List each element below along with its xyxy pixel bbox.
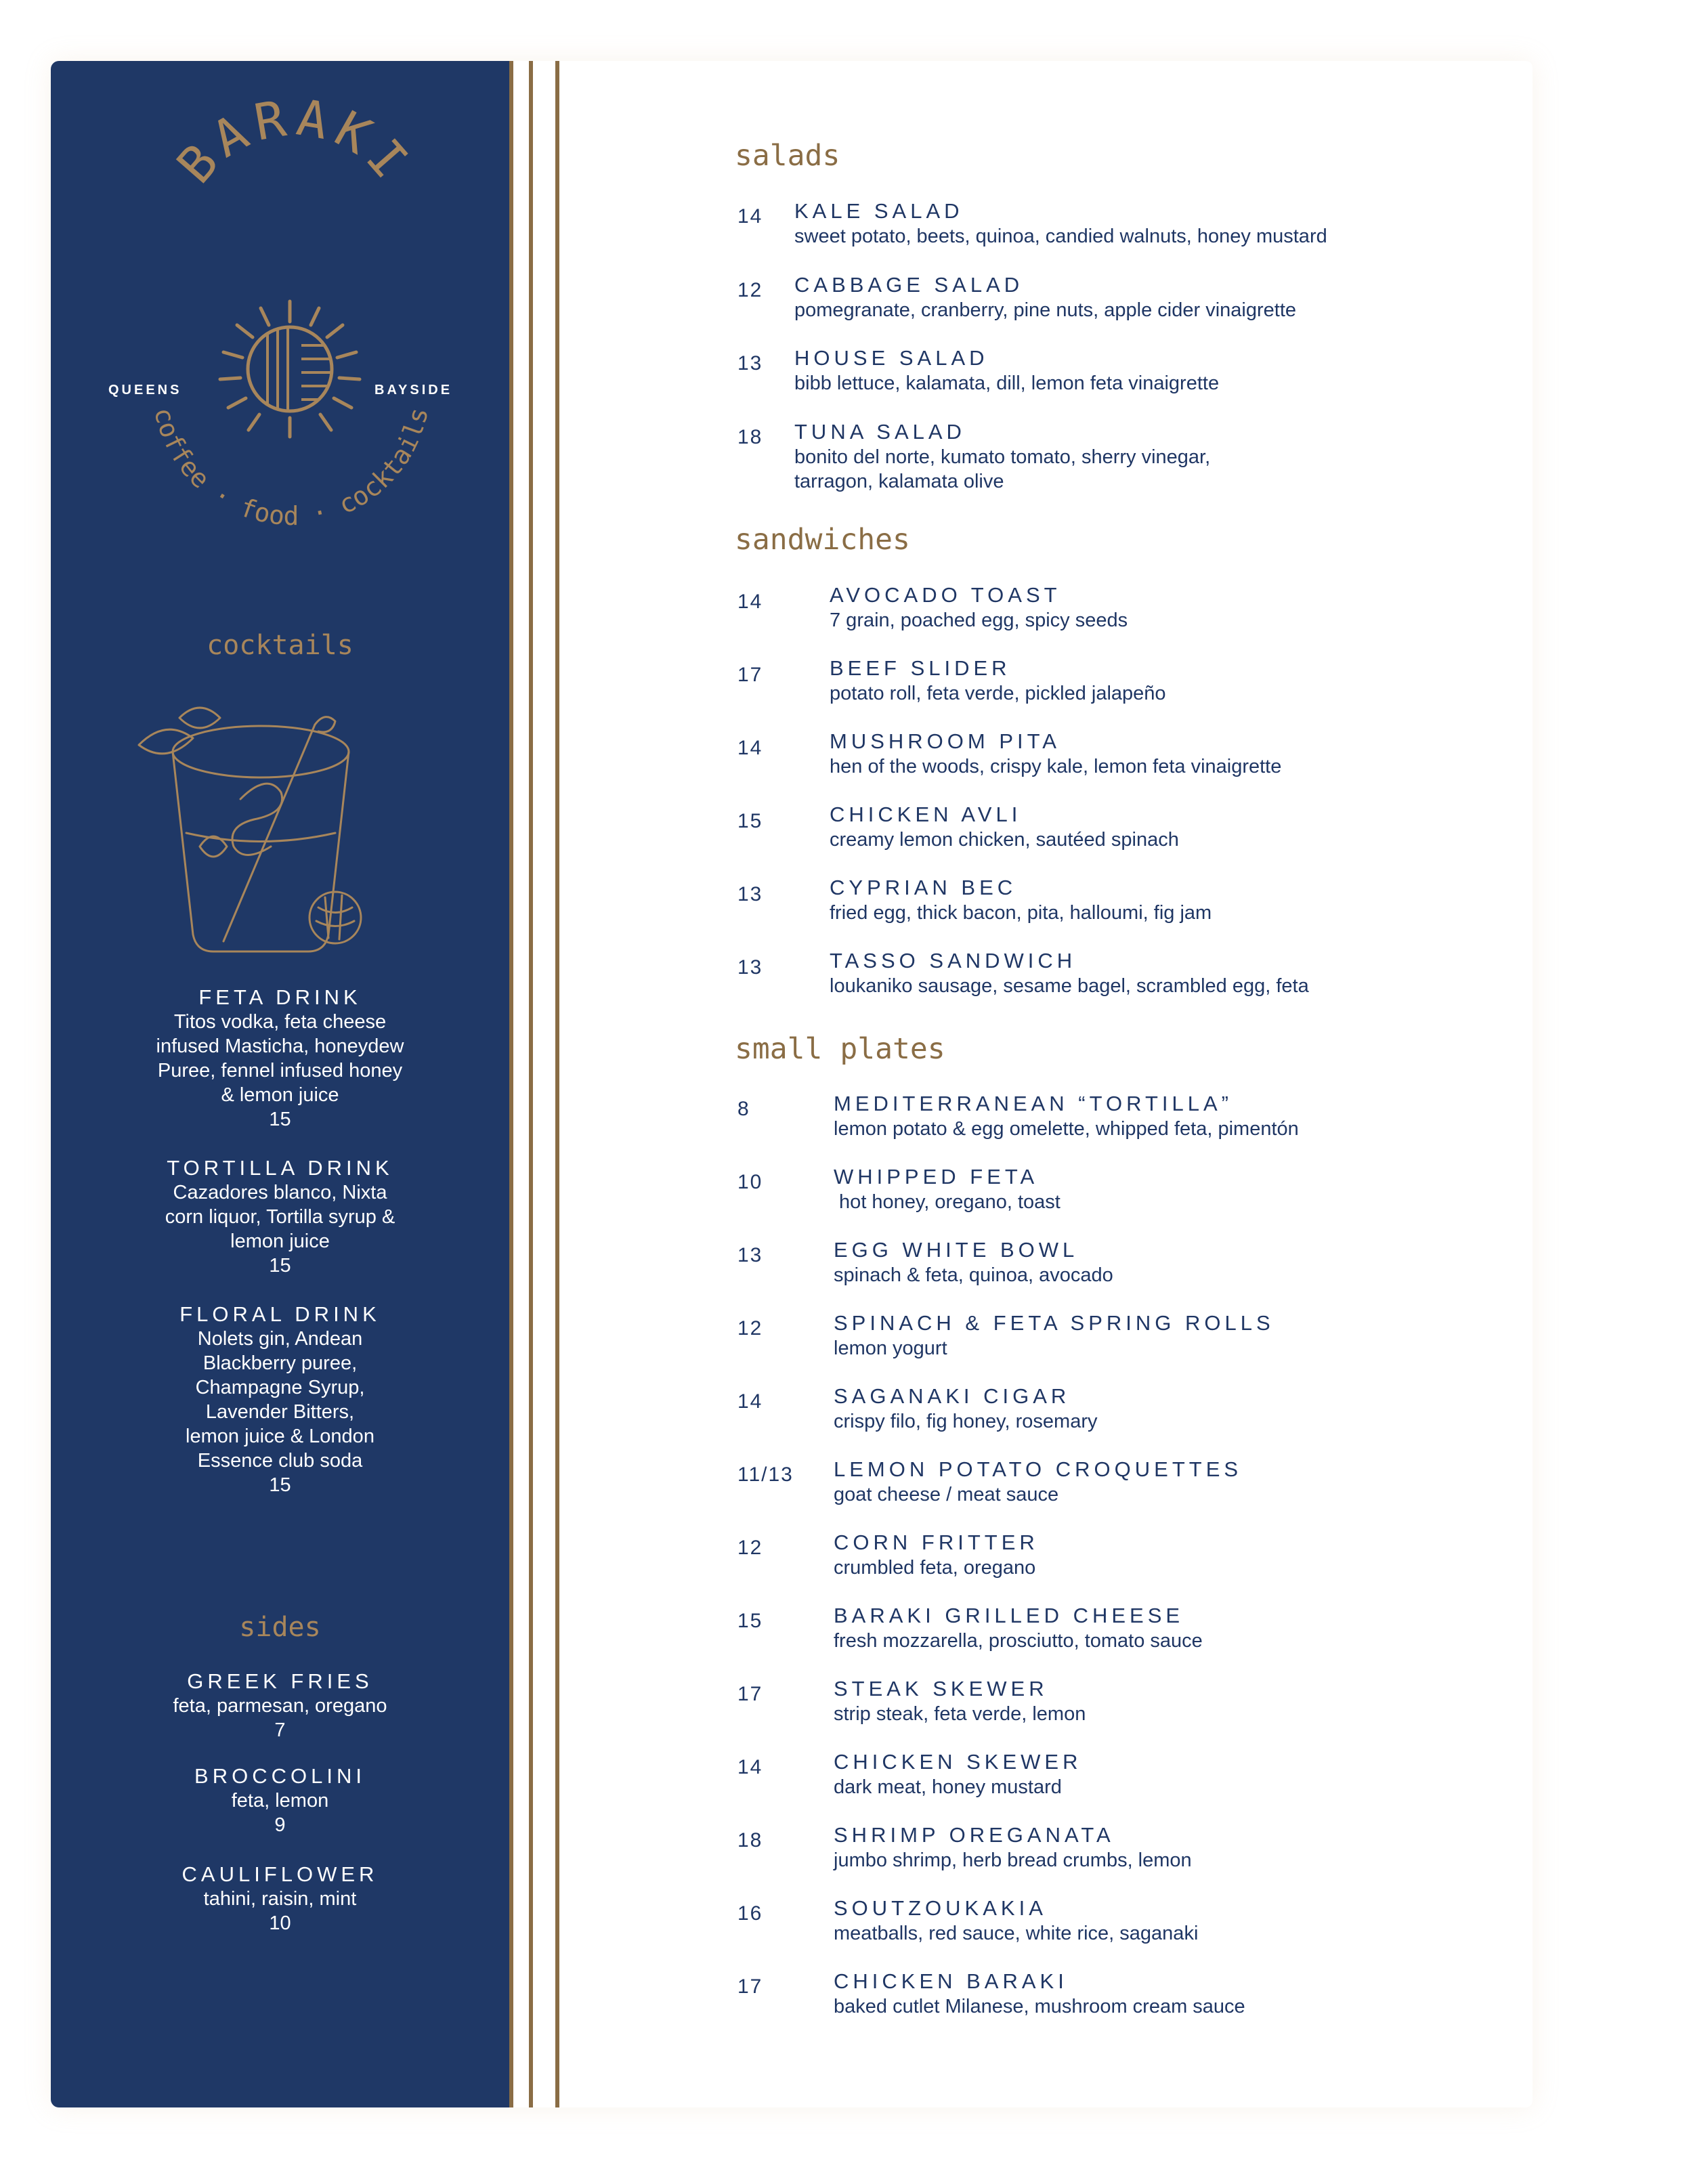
side-desc: feta, parmesan, oregano <box>173 1695 387 1717</box>
menu-item <box>735 1749 1480 1817</box>
menu-item <box>735 1384 1480 1451</box>
cocktail-glass-icon <box>132 691 416 975</box>
item-price: 10 <box>737 1171 763 1193</box>
menu-item <box>735 1457 1480 1524</box>
item-desc: bibb lettuce, kalamata, dill, lemon feta vinaigrette <box>794 372 1220 394</box>
menu-item <box>735 1603 1480 1671</box>
item-name: AVOCADO TOAST <box>830 583 1061 607</box>
item-desc: tarragon, kalamata olive <box>794 471 1004 492</box>
drink-desc-line: Puree, fennel infused honey <box>157 1060 403 1082</box>
item-price: 14 <box>737 591 763 613</box>
item-price: 13 <box>737 956 763 979</box>
item-price: 14 <box>737 1756 763 1778</box>
item-price: 14 <box>737 1390 763 1413</box>
item-price: 13 <box>737 883 763 905</box>
item-price: 15 <box>737 810 763 832</box>
menu-item <box>735 729 1480 796</box>
side-name: BROCCOLINI <box>194 1764 366 1788</box>
item-desc: baked cutlet Milanese, mushroom cream sauce <box>834 1996 1245 2017</box>
side-cauliflower <box>51 1862 509 1935</box>
item-price: 17 <box>737 664 763 686</box>
menu-item <box>735 948 1480 1016</box>
drink-price: 15 <box>269 1255 291 1277</box>
item-desc: dark meat, honey mustard <box>834 1776 1062 1798</box>
item-name: HOUSE SALAD <box>794 346 989 370</box>
side-broccolini <box>51 1764 509 1837</box>
salads-heading: salads <box>735 139 840 173</box>
item-name: CHICKEN BARAKI <box>834 1969 1068 1993</box>
menu-item <box>735 1969 1480 2036</box>
brand-name: BARAKI <box>166 88 423 195</box>
side-price: 10 <box>269 1912 291 1934</box>
divider-line <box>555 61 559 2107</box>
item-desc: meatballs, red sauce, white rice, saganaki <box>834 1923 1199 1944</box>
item-price: 16 <box>737 1902 763 1925</box>
divider-line <box>529 61 533 2107</box>
cocktail-floral-drink <box>51 1302 509 1497</box>
menu-item <box>735 1237 1480 1305</box>
location-bayside: BAYSIDE <box>374 383 453 398</box>
menu-item <box>735 1676 1480 1744</box>
drink-desc-line: Lavender Bitters, <box>205 1401 355 1423</box>
item-price: 14 <box>737 737 763 759</box>
item-name: CHICKEN AVLI <box>830 802 1022 826</box>
item-desc: hot honey, oregano, toast <box>834 1191 1060 1213</box>
drink-desc-line: Titos vodka, feta cheese <box>173 1011 387 1033</box>
menu-item <box>735 875 1480 943</box>
item-price: 12 <box>737 1537 763 1559</box>
item-name: LEMON POTATO CROQUETTES <box>834 1457 1243 1481</box>
side-desc: feta, lemon <box>231 1790 329 1812</box>
side-price: 7 <box>274 1719 286 1741</box>
item-desc: loukaniko sausage, sesame bagel, scrambled egg, feta <box>830 975 1309 997</box>
item-price: 13 <box>737 1244 763 1266</box>
item-desc: crumbled feta, oregano <box>834 1557 1036 1579</box>
item-price: 11/13 <box>737 1463 794 1486</box>
item-name: EGG WHITE BOWL <box>834 1238 1079 1262</box>
divider-line <box>509 61 513 2107</box>
svg-text:BARAKI <box>166 89 423 194</box>
item-desc: jumbo shrimp, herb bread crumbs, lemon <box>834 1849 1192 1871</box>
drink-desc-line: Blackberry puree, <box>202 1352 358 1374</box>
item-price: 18 <box>737 1829 763 1851</box>
brand-tagline: coffee · food · cocktails <box>148 404 434 531</box>
item-name: CHICKEN SKEWER <box>834 1750 1082 1774</box>
menu-item <box>735 1164 1480 1232</box>
item-desc: strip steak, feta verde, lemon <box>834 1703 1086 1725</box>
drink-desc-line: & lemon juice <box>221 1084 339 1106</box>
side-name: GREEK FRIES <box>187 1669 373 1693</box>
item-desc: lemon potato & egg omelette, whipped feta, pimentón <box>834 1118 1299 1140</box>
item-name: SAGANAKI CIGAR <box>834 1384 1071 1408</box>
menu-item <box>735 802 1480 870</box>
item-price: 13 <box>737 352 763 374</box>
drink-desc-line: lemon juice & London <box>186 1426 374 1447</box>
item-desc: lemon yogurt <box>834 1337 947 1359</box>
side-price: 9 <box>274 1814 286 1836</box>
drink-desc-line: Nolets gin, Andean <box>197 1328 363 1350</box>
menu-item <box>735 1530 1480 1598</box>
item-desc: 7 grain, poached egg, spicy seeds <box>830 609 1128 631</box>
drink-desc-line: Cazadores blanco, Nixta <box>173 1182 387 1203</box>
item-price: 15 <box>737 1610 763 1632</box>
item-price: 17 <box>737 1683 763 1705</box>
menu-item <box>735 345 1480 413</box>
item-name: WHIPPED FETA <box>834 1165 1039 1189</box>
item-name: TASSO SANDWICH <box>830 949 1077 972</box>
cocktail-tortilla-drink <box>51 1156 509 1278</box>
drink-desc-line: infused Masticha, honeydew <box>156 1035 404 1057</box>
menu-item <box>735 198 1480 266</box>
item-desc: hen of the woods, crispy kale, lemon feta vinaigrette <box>830 756 1282 777</box>
item-name: MEDITERRANEAN “TORTILLA” <box>834 1092 1233 1115</box>
item-price: 14 <box>737 205 763 228</box>
side-desc: tahini, raisin, mint <box>203 1888 357 1910</box>
small-plates-heading: small plates <box>735 1032 945 1066</box>
item-name: SPINACH & FETA SPRING ROLLS <box>834 1311 1274 1335</box>
item-price: 12 <box>737 1317 763 1340</box>
item-desc: spinach & feta, quinoa, avocado <box>834 1264 1113 1286</box>
item-name: CABBAGE SALAD <box>794 273 1024 297</box>
item-desc: potato roll, feta verde, pickled jalapeño <box>830 683 1166 704</box>
item-name: MUSHROOM PITA <box>830 729 1060 753</box>
drink-desc-line: Essence club soda <box>197 1450 363 1472</box>
drink-name: TORTILLA DRINK <box>167 1156 393 1180</box>
item-name: SHRIMP OREGANATA <box>834 1823 1115 1847</box>
side-name: CAULIFLOWER <box>181 1862 379 1886</box>
menu-item <box>735 656 1480 723</box>
drink-price: 15 <box>269 1109 291 1130</box>
menu-item <box>735 1822 1480 1890</box>
item-desc: fried egg, thick bacon, pita, halloumi, fig jam <box>830 902 1212 924</box>
item-desc: goat cheese / meat sauce <box>834 1484 1059 1505</box>
item-name: CYPRIAN BEC <box>830 876 1017 899</box>
menu-item <box>735 272 1480 340</box>
item-desc: bonito del norte, kumato tomato, sherry vinegar, <box>794 446 1211 468</box>
cocktail-feta-drink <box>51 985 509 1132</box>
item-desc: fresh mozzarella, prosciutto, tomato sauce <box>834 1630 1203 1652</box>
location-queens: QUEENS <box>108 383 182 398</box>
drink-price: 15 <box>269 1474 291 1496</box>
menu-item <box>735 582 1480 650</box>
item-name: BARAKI GRILLED CHEESE <box>834 1604 1184 1627</box>
item-name: TUNA SALAD <box>794 420 966 444</box>
drink-desc-line: Champagne Syrup, <box>195 1377 365 1398</box>
item-desc: pomegranate, cranberry, pine nuts, apple cider vinaigrette <box>794 299 1297 321</box>
sidebar <box>51 61 509 2107</box>
item-name: KALE SALAD <box>794 199 964 223</box>
item-name: SOUTZOUKAKIA <box>834 1896 1047 1920</box>
menu-item <box>735 1091 1480 1159</box>
drink-desc-line: lemon juice <box>230 1230 330 1252</box>
sun-emblem-icon <box>51 61 509 576</box>
drink-desc-line: corn liquor, Tortilla syrup & <box>165 1206 395 1228</box>
item-desc: creamy lemon chicken, sautéed spinach <box>830 829 1179 851</box>
item-name: STEAK SKEWER <box>834 1677 1048 1700</box>
cocktails-heading: cocktails <box>207 630 353 661</box>
item-price: 8 <box>737 1098 750 1120</box>
item-desc: crispy filo, fig honey, rosemary <box>834 1411 1098 1432</box>
item-name: BEEF SLIDER <box>830 656 1011 680</box>
item-name: CORN FRITTER <box>834 1530 1039 1554</box>
drink-name: FETA DRINK <box>198 985 362 1009</box>
item-desc: sweet potato, beets, quinoa, candied walnuts, honey mustard <box>794 226 1327 247</box>
sandwiches-heading: sandwiches <box>735 523 910 557</box>
brand-logo <box>51 61 509 576</box>
menu-item <box>735 1896 1480 1963</box>
side-greek-fries <box>51 1669 509 1742</box>
menu-item <box>735 419 1480 514</box>
menu-item <box>735 1310 1480 1378</box>
item-price: 17 <box>737 1975 763 1998</box>
item-price: 18 <box>737 426 763 448</box>
item-price: 12 <box>737 279 763 301</box>
sides-heading: sides <box>239 1612 321 1643</box>
drink-name: FLORAL DRINK <box>179 1302 381 1326</box>
